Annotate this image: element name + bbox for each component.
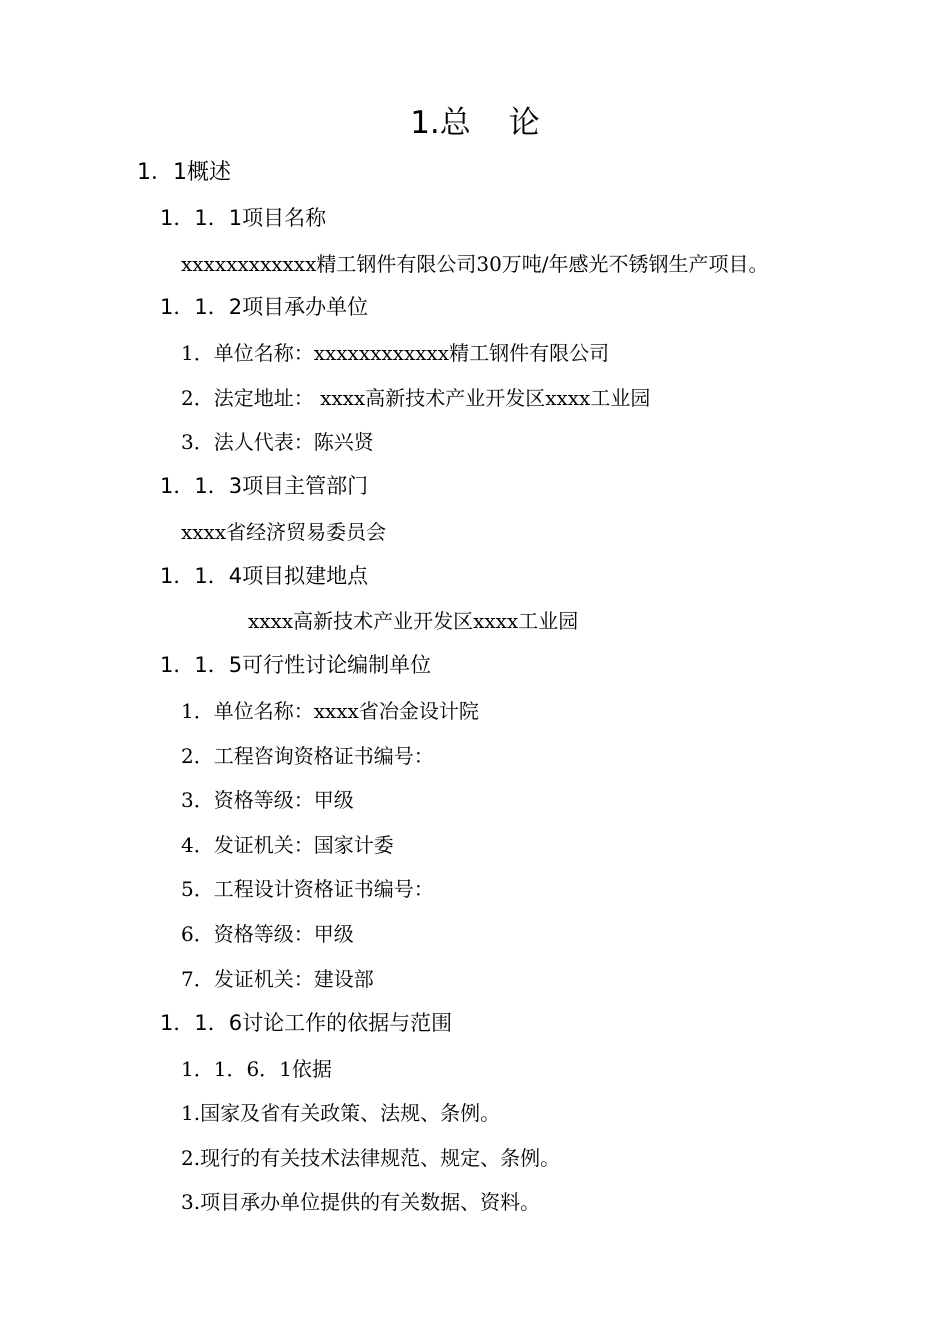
study-item: 3．资格等级：甲级 bbox=[181, 788, 354, 812]
study-item: 4．发证机关：国家计委 bbox=[181, 833, 394, 857]
subsection-heading-1-1-2: 1．1．2项目承办单位 bbox=[160, 295, 369, 319]
basis-item: 3.项目承办单位提供的有关数据、资料。 bbox=[181, 1190, 541, 1214]
chapter-title-number: 1. bbox=[410, 105, 440, 141]
chapter-title-word-2: 论 bbox=[508, 105, 540, 141]
subsubsection-heading-1-1-6-1: 1．1．6．1依据 bbox=[181, 1057, 332, 1081]
project-name-text: xxxxxxxxxxxx精工钢件有限公司30万吨/年感光不锈钢生产项目。 bbox=[181, 252, 769, 276]
subsection-heading-1-1-3: 1．1．3项目主管部门 bbox=[160, 474, 369, 498]
basis-item: 1.国家及省有关政策、法规、条例。 bbox=[181, 1101, 501, 1125]
study-item: 1．单位名称：xxxx省冶金设计院 bbox=[181, 699, 479, 723]
subsection-heading-1-1-5: 1．1．5可行性讨论编制单位 bbox=[160, 653, 432, 677]
study-item: 6．资格等级：甲级 bbox=[181, 922, 354, 946]
chapter-title bbox=[0, 105, 950, 141]
authority-text: xxxx省经济贸易委员会 bbox=[181, 520, 387, 544]
sponsor-item: 3．法人代表：陈兴贤 bbox=[181, 430, 374, 454]
study-item: 5．工程设计资格证书编号： bbox=[181, 877, 434, 901]
location-text: xxxx高新技术产业开发区xxxx工业园 bbox=[248, 609, 579, 633]
study-item: 7．发证机关：建设部 bbox=[181, 967, 374, 991]
subsection-heading-1-1-1: 1．1．1项目名称 bbox=[160, 206, 327, 230]
basis-item: 2.现行的有关技术法律规范、规定、条例。 bbox=[181, 1146, 561, 1170]
section-heading-1-1: 1．1概述 bbox=[137, 160, 231, 185]
sponsor-item: 2．法定地址： xxxx高新技术产业开发区xxxx工业园 bbox=[181, 386, 651, 410]
study-item: 2．工程咨询资格证书编号： bbox=[181, 744, 434, 768]
subsection-heading-1-1-4: 1．1．4项目拟建地点 bbox=[160, 564, 369, 588]
subsection-heading-1-1-6: 1．1．6讨论工作的依据与范围 bbox=[160, 1011, 453, 1035]
sponsor-item: 1．单位名称：xxxxxxxxxxxx精工钢件有限公司 bbox=[181, 341, 610, 365]
chapter-title-word-1: 总 bbox=[439, 105, 471, 141]
